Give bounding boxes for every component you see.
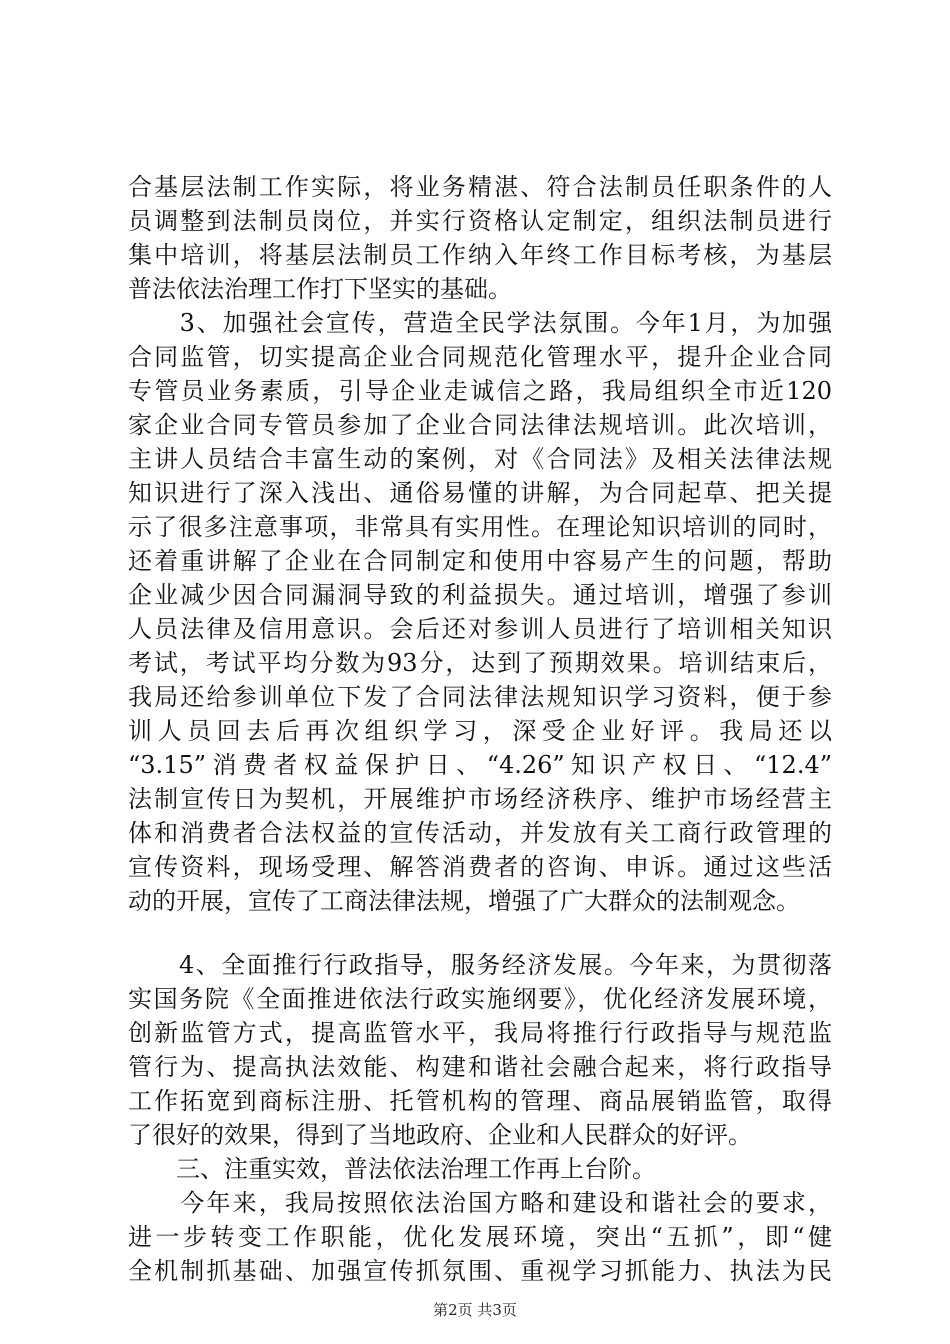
body-text-line: 知识进行了深入浅出、通俗易懂的讲解，为合同起草、把关提: [128, 479, 832, 507]
body-text-line: 全机制抓基础、加强宣传抓氛围、重视学习抓能力、执法为民: [128, 1257, 832, 1285]
body-text-line: 创新监管方式，提高监管水平，我局将推行行政指导与规范监: [128, 1019, 832, 1047]
body-text-line: 宣传资料，现场受理、解答消费者的咨询、申诉。通过这些活: [128, 853, 832, 881]
body-text-line: 普法依法治理工作打下坚实的基础。: [128, 275, 512, 303]
body-text-line: 我局还给参训单位下发了合同法律法规知识学习资料，便于参: [128, 683, 832, 711]
body-text-line: 示了很多注意事项，非常具有实用性。在理论知识培训的同时，: [128, 513, 832, 541]
body-text-line: 集中培训，将基层法制员工作纳入年终工作目标考核，为基层: [128, 241, 832, 269]
body-text-line: 了很好的效果，得到了当地政府、企业和人民群众的好评。: [128, 1121, 752, 1149]
body-text-line: 体和消费者合法权益的宣传活动，并发放有关工商行政管理的: [128, 819, 832, 847]
body-text-line: 还着重讲解了企业在合同制定和使用中容易产生的问题，帮助: [128, 547, 832, 575]
body-text-line: 动的开展，宣传了工商法律法规，增强了广大群众的法制观念。: [128, 887, 800, 915]
page-number: 第2页 共3页: [433, 1301, 517, 1319]
body-text-line: 管行为、提高执法效能、构建和谐社会融合起来，将行政指导: [128, 1053, 832, 1081]
section-heading: 三、注重实效，普法依法治理工作再上台阶。: [128, 1155, 656, 1183]
body-text-line: 实国务院《全面推进依法行政实施纲要》，优化经济发展环境，: [128, 985, 832, 1013]
body-text-line: 人员法律及信用意识。会后还对参训人员进行了培训相关知识: [128, 615, 832, 643]
body-text-line: 今年来，我局按照依法治国方略和建设和谐社会的要求，: [128, 1189, 832, 1217]
body-text-line: 训人员回去后再次组织学习，深受企业好评。我局还以: [128, 717, 832, 745]
body-text-line: 家企业合同专管员参加了企业合同法律法规培训。此次培训，: [128, 411, 832, 439]
body-text-line: 合基层法制工作实际，将业务精湛、符合法制员任职条件的人: [128, 173, 832, 201]
body-text-line: 4、全面推行行政指导，服务经济发展。今年来，为贯彻落: [128, 951, 832, 979]
body-text-line: 法制宣传日为契机，开展维护市场经济秩序、维护市场经营主: [128, 785, 832, 813]
body-text-line: 企业减少因合同漏洞导致的利益损失。通过培训，增强了参训: [128, 581, 832, 609]
body-text-line: 主讲人员结合丰富生动的案例，对《合同法》及相关法律法规: [128, 445, 832, 473]
body-text-line: 合同监管，切实提高企业合同规范化管理水平，提升企业合同: [128, 343, 832, 371]
body-text-line: “3.15”消费者权益保护日、“4.26”知识产权日、“12.4”: [128, 751, 832, 779]
body-text-line: 专管员业务素质，引导企业走诚信之路，我局组织全市近120: [128, 377, 832, 405]
body-text-line: 工作拓宽到商标注册、托管机构的管理、商品展销监管，取得: [128, 1087, 832, 1115]
body-text-line: 进一步转变工作职能，优化发展环境，突出“五抓”，即“健: [128, 1223, 832, 1251]
body-text-line: 3、加强社会宣传，营造全民学法氛围。今年1月，为加强: [128, 309, 832, 337]
body-text-line: 考试，考试平均分数为93分，达到了预期效果。培训结束后，: [128, 649, 832, 677]
body-text-line: 员调整到法制员岗位，并实行资格认定制定，组织法制员进行: [128, 207, 832, 235]
